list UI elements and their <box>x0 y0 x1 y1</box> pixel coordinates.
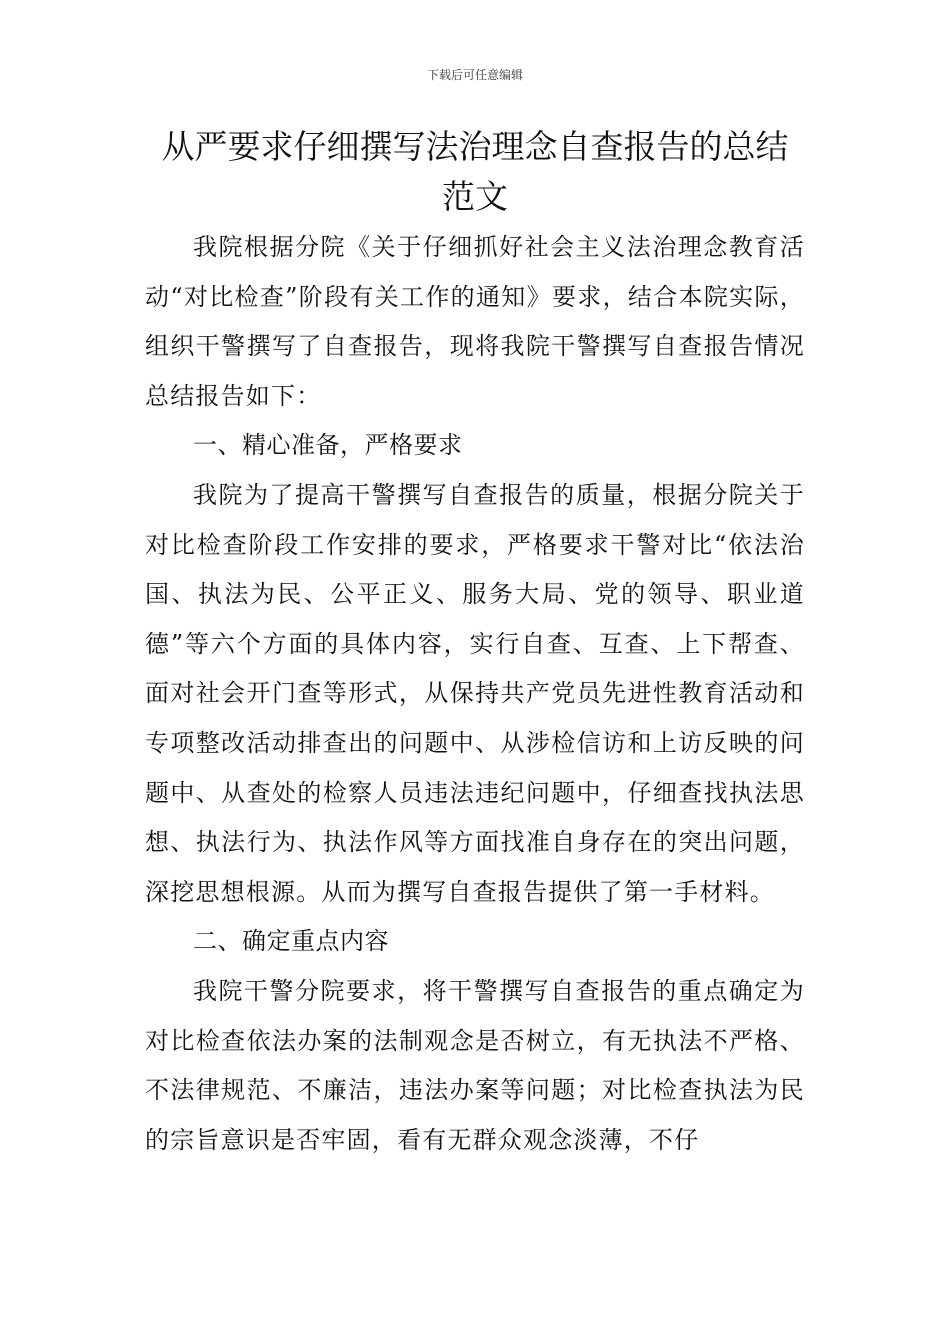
section-heading: 一、精心准备，严格要求 <box>193 431 463 460</box>
body-paragraph: 我院为了提高干警撰写自查报告的质量，根据分院关于对比检查阶段工作安排的要求，严格要求干警对比“依法治国、执法为民、公平正义、服务大局、党的领导、职业道德”等六个方面的具体内容，实行自查、互查、上下帮查、面对社会开门查等形式，从保持共产党员先进性教育活动和专项整改活动排查出的问题中、从涉检信访和上访反映的问题中、从查处的检察人员违法违纪问题中，仔细查找执法思想、执法行为、执法作风等方面找准自身存在的突出问题，深挖思想根源。从而为撰写自查报告提供了第一手材料。 <box>145 480 805 906</box>
body-paragraph: 我院根据分院《关于仔细抓好社会主义法治理念教育活动“对比检查”阶段有关工作的通知》要求，结合本院实际，组织干警撰写了自查报告，现将我院干警撰写自查报告情况总结报告如下： <box>145 233 805 410</box>
header-note: 下载后可任意编辑 <box>426 68 523 82</box>
body-paragraph: 我院干警分院要求，将干警撰写自查报告的重点确定为对比检查依法办案的法制观念是否树立，有无执法不严格、不法律规范、不廉洁，违法办案等问题；对比检查执法为民的宗旨意识是否牢固，看有无群众观念淡薄，不仔 <box>145 976 805 1154</box>
document-title: 从严要求仔细撰写法治理念自查报告的总结范文 <box>161 127 789 216</box>
section-heading: 二、确定重点内容 <box>193 927 389 956</box>
document-body <box>145 223 805 1165</box>
